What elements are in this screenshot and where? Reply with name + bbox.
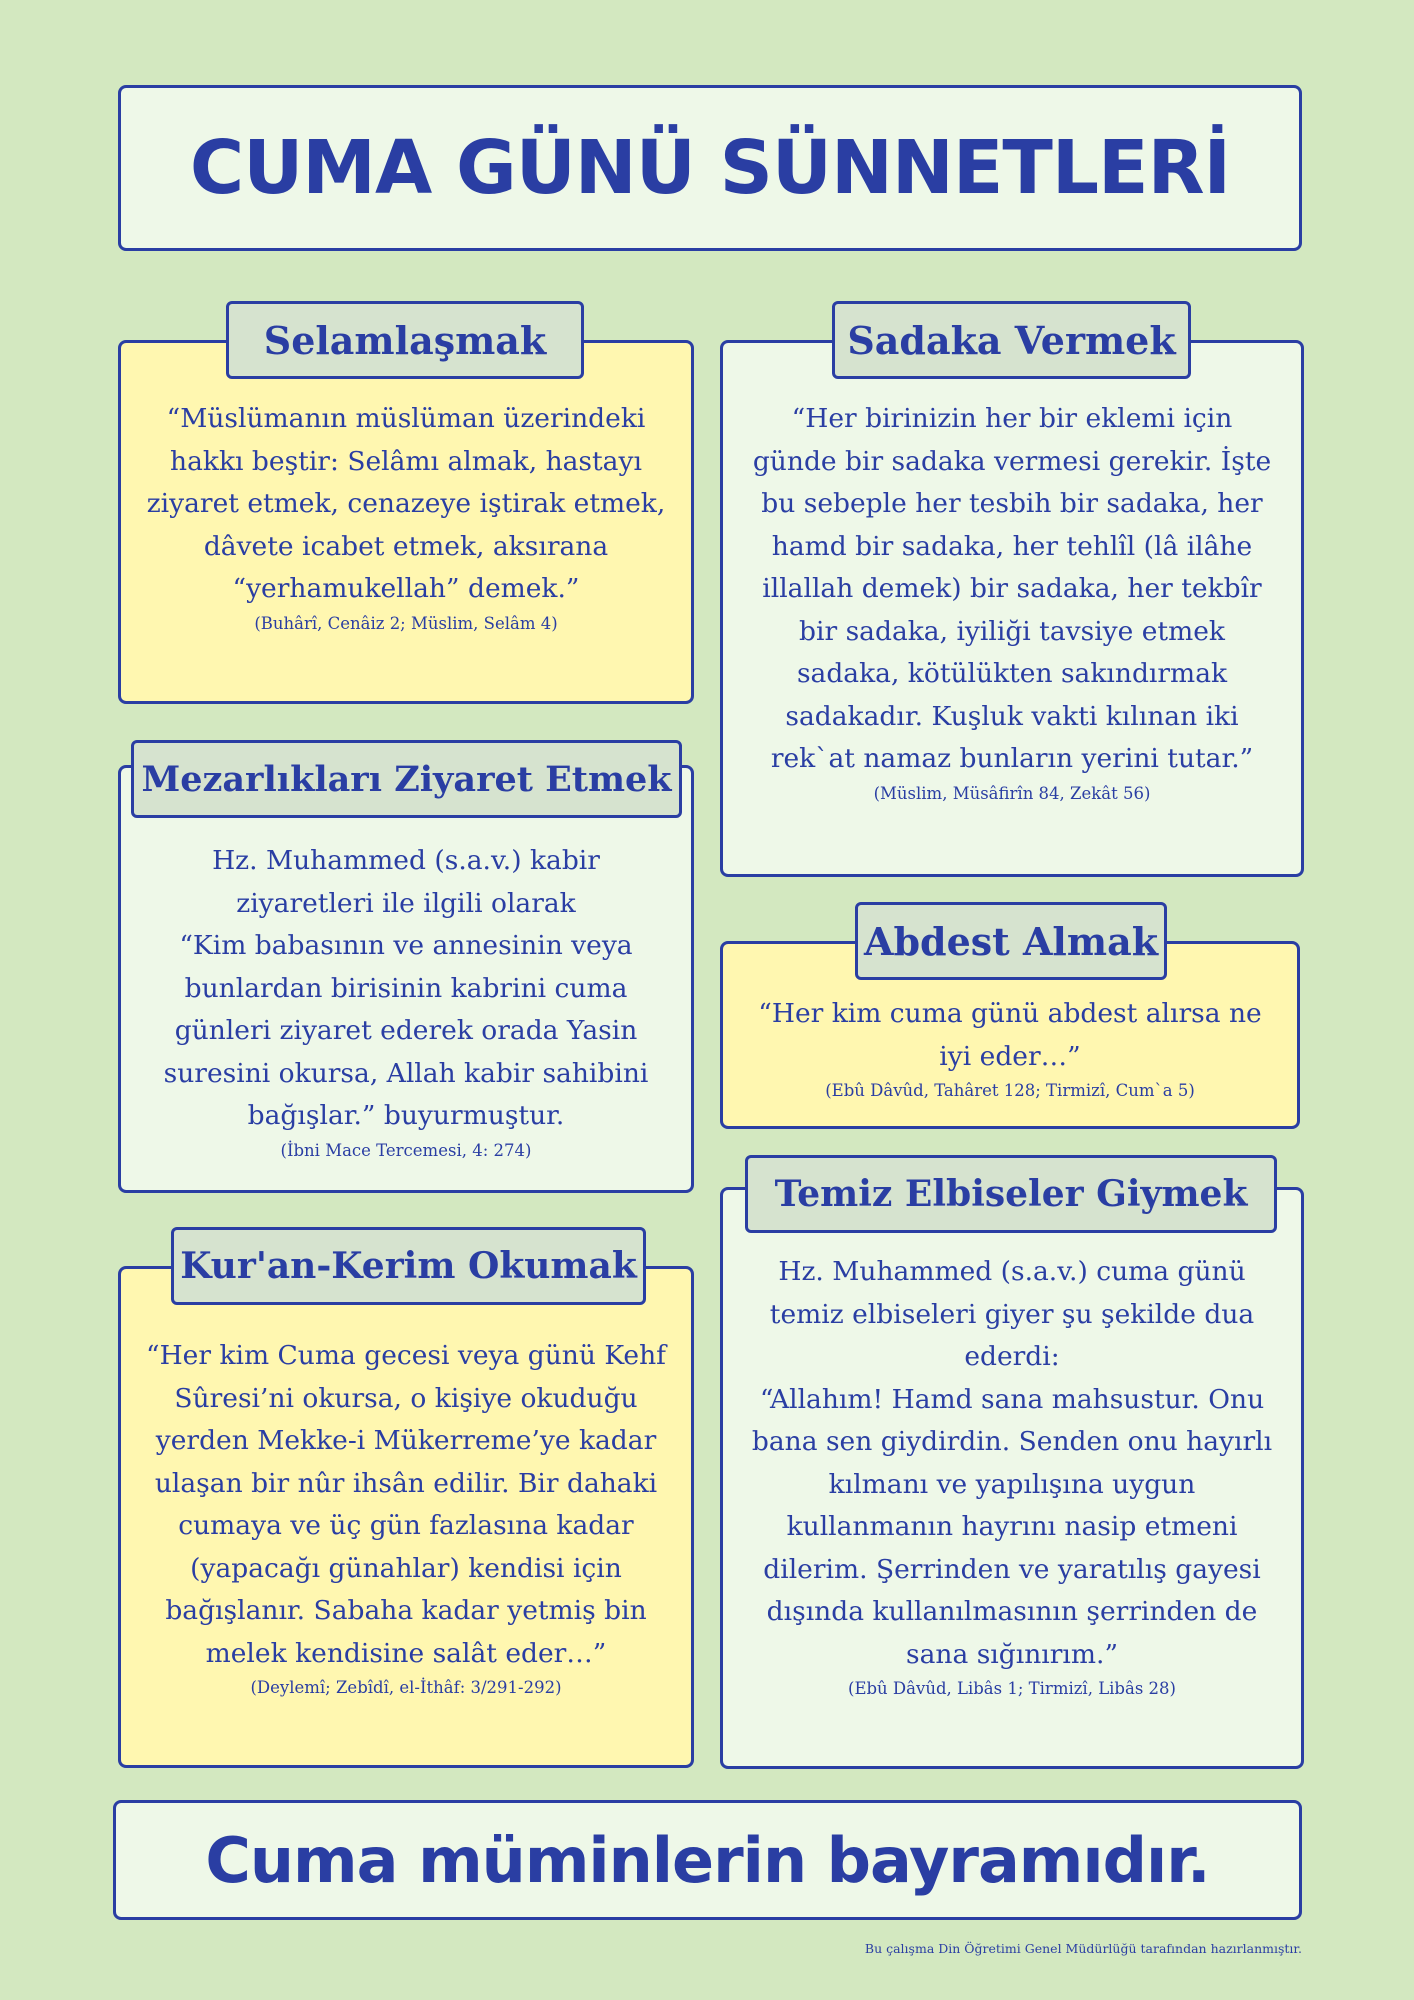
card-elbise xyxy=(720,1187,1304,1769)
elbise-text-intro: Hz. Muhammed (s.a.v.) cuma günü temiz elbiseleri giyer şu şekilde dua ederdi: xyxy=(769,1256,1255,1372)
card-mezarlik xyxy=(118,765,694,1193)
card-sadaka xyxy=(720,340,1304,877)
mezarlik-source: (İbni Mace Tercemesi, 4: 274) xyxy=(280,1140,532,1160)
selamlasmak-source: (Buhârî, Cenâiz 2; Müslim, Selâm 4) xyxy=(254,613,558,633)
page-title: CUMA GÜNÜ SÜNNETLERİ xyxy=(189,125,1231,211)
heading-elbise: Temiz Elbiseler Giymek xyxy=(745,1155,1277,1233)
credit-text: Bu çalışma Din Öğretimi Genel Müdürlüğü tarafından hazırlanmıştır. xyxy=(864,1941,1302,1956)
card-kuran xyxy=(118,1266,694,1768)
footer-banner xyxy=(113,1800,1302,1920)
sadaka-source: (Müslim, Müsâfirîn 84, Zekât 56) xyxy=(873,783,1151,803)
title-banner xyxy=(118,85,1302,251)
card-selamlasmak xyxy=(118,340,694,704)
heading-mezarlik: Mezarlıkları Ziyaret Etmek xyxy=(131,740,682,818)
heading-sadaka: Sadaka Vermek xyxy=(832,301,1191,379)
elbise-text-quote: “Allahım! Hamd sana mahsustur. Onu bana sen giydirdin. Senden onu hayırlı kılmanı ve yapılışına uygun kullanmanın hayrını nasip etmeni dilerim. Şerrinden ve yaratılış gayesi dışında kullanılmasının şerrinden de sana sığınırım.” xyxy=(751,1383,1273,1670)
heading-abdest: Abdest Almak xyxy=(855,902,1167,980)
footer-slogan: Cuma müminlerin bayramıdır. xyxy=(205,1823,1210,1897)
abdest-text: “Her kim cuma günü abdest alırsa ne iyi eder…” xyxy=(758,998,1262,1072)
kuran-text: “Her kim Cuma gecesi veya günü Kehf Sûresi’ni okursa, o kişiye okuduğu yerden Mekke-i Mükerreme’ye kadar ulaşan bir nûr ihsân edilir. Bir dahaki cumaya ve üç gün fazlasına kadar (yapacağı günahlar) kendisi için bağışlanır. Sabaha kadar yetmiş bin melek kendisine salât eder…” xyxy=(146,1340,666,1669)
abdest-source: (Ebû Dâvûd, Tahâret 128; Tirmizî, Cum`a 5) xyxy=(825,1081,1195,1100)
mezarlik-text-quote: “Kim babasının ve annesinin veya bunlardan birisinin kabrini cuma günleri ziyaret ederek orada Yasin suresini okursa, Allah kabir sahibini bağışlar.” buyurmuştur. xyxy=(163,930,649,1131)
selamlasmak-text: “Müslümanın müslüman üzerindeki hakkı beştir: Selâmı almak, hastayı ziyaret etmek, cenazeye iştirak etmek, dâvete icabet etmek, aksırana “yerhamukellah” demek.” xyxy=(146,403,666,604)
kuran-source: (Deylemî; Zebîdî, el-İthâf: 3/291-292) xyxy=(250,1678,562,1697)
mezarlik-text-intro: Hz. Muhammed (s.a.v.) kabir ziyaretleri ile ilgili olarak xyxy=(212,845,600,919)
heading-kuran: Kur'an-Kerim Okumak xyxy=(171,1227,646,1305)
sadaka-text: “Her birinizin her bir eklemi için günde bir sadaka vermesi gerekir. İşte bu sebeple her tesbih bir sadaka, her hamd bir sadaka, her tehlîl (lâ ilâhe illallah demek) bir sadaka, her tekbîr bir sadaka, iyiliği tavsiye etmek sadaka, kötülükten sakındırmak sadakadır. Kuşluk vakti kılınan iki rek`at namaz bunların yerini tutar.” xyxy=(752,403,1272,774)
elbise-source: (Ebû Dâvûd, Libâs 1; Tirmizî, Libâs 28) xyxy=(848,1679,1176,1698)
heading-selamlasmak: Selamlaşmak xyxy=(226,301,584,379)
